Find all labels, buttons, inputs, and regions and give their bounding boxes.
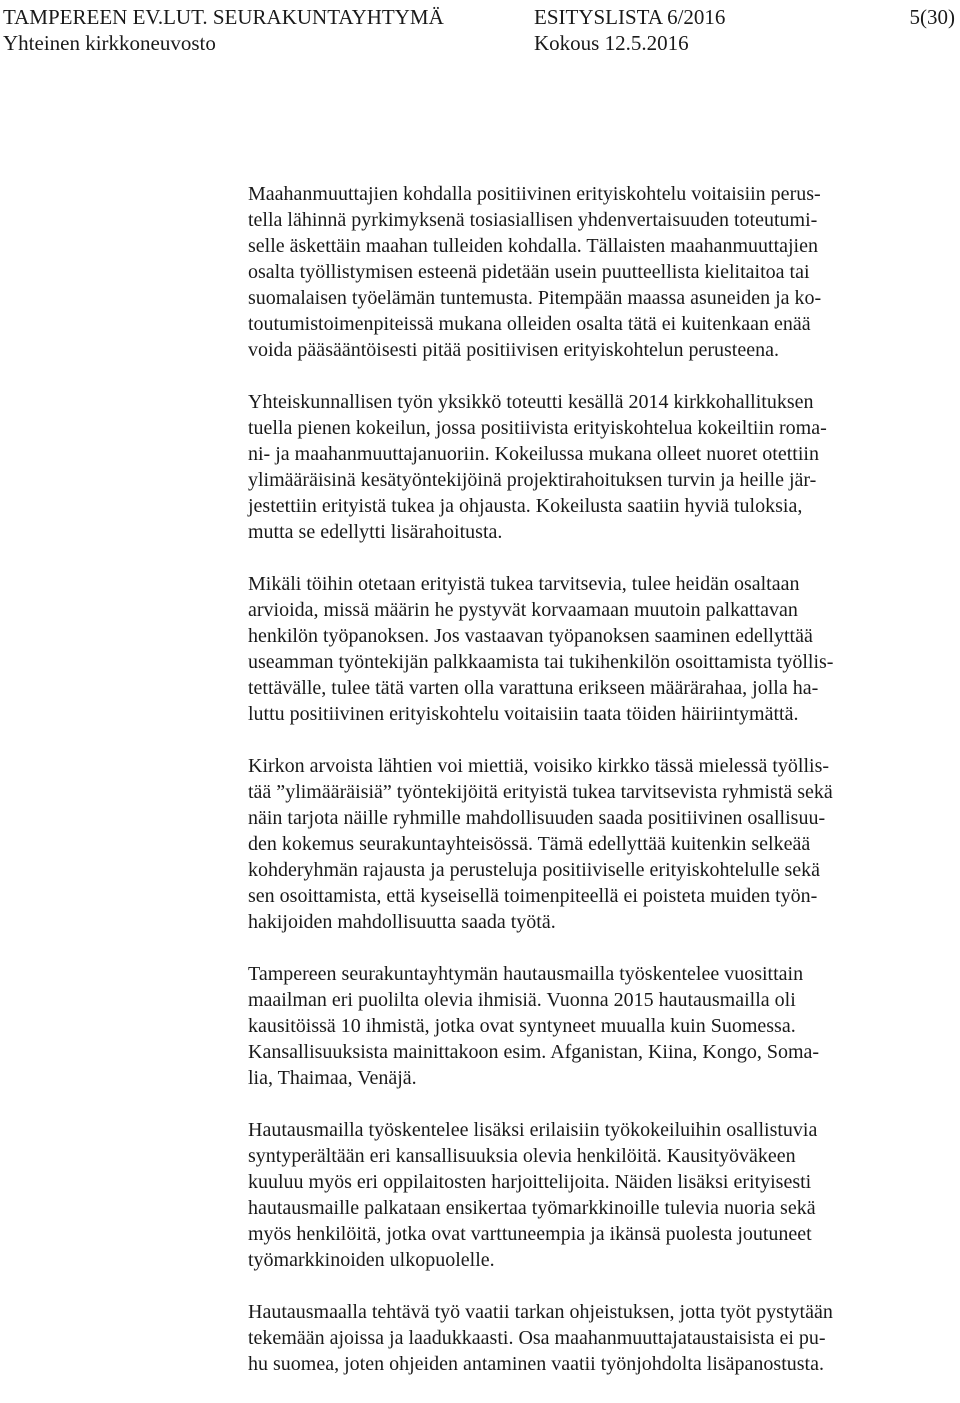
text-line: den kokemus seurakuntayhteisössä. Tämä edellyttää kuitenkin selkeää [248, 833, 811, 855]
paragraph [248, 1299, 912, 1377]
text-line: toutumistoimenpiteissä mukana olleiden osalta tätä ei kuitenkaan enää [248, 313, 811, 335]
paragraph [248, 961, 912, 1091]
text-line: hakijoiden mahdollisuutta saada työtä. [248, 911, 556, 933]
text-line: arvioida, missä määrin he pystyvät korvaamaan muutoin palkattavan [248, 599, 798, 621]
text-line: tettävälle, tulee tätä varten olla varattuna erikseen määrärahaa, jolla ha- [248, 677, 819, 699]
paragraph [248, 389, 912, 545]
text-line: maailman eri puolilta olevia ihmisiä. Vuonna 2015 hautausmailla oli [248, 989, 796, 1011]
text-line: Kirkon arvoista lähtien voi miettiä, voisiko kirkko tässä mielessä työllis- [248, 755, 830, 777]
text-line: selle äskettäin maahan tulleiden kohdalla. Tällaisten maahanmuuttajien [248, 235, 818, 257]
organization-name: TAMPEREEN EV.LUT. SEURAKUNTAYHTYMÄ [3, 5, 444, 29]
text-line: työmarkkinoiden ulkopuolelle. [248, 1249, 495, 1271]
text-line: syntyperältään eri kansallisuuksia olevia henkilöitä. Kausityöväkeen [248, 1145, 796, 1167]
governing-body: Yhteinen kirkkoneuvosto [3, 31, 216, 55]
text-line: ylimääräisinä kesätyöntekijöinä projektirahoituksen turvin ja heille jär- [248, 469, 817, 491]
meeting-date: Kokous 12.5.2016 [534, 31, 689, 55]
text-line: tää ”ylimääräisiä” työntekijöitä erityistä tukea tarvitsevista ryhmistä sekä [248, 781, 833, 803]
text-line: myös henkilöitä, jotka ovat varttuneempia ja ikänsä puolesta joutuneet [248, 1223, 812, 1245]
text-line: ni- ja maahanmuuttajanuoriin. Kokeilussa mukana olleet nuoret otettiin [248, 443, 819, 465]
text-line: useamman työntekijän palkkaamista tai tukihenkilön osoittamista työllis- [248, 651, 834, 673]
text-line: kohderyhmän rajausta ja perusteluja positiiviselle erityiskohtelulle sekä [248, 859, 821, 881]
text-line: suomalaisen työelämän tuntemusta. Pitempään maassa asuneiden ja ko- [248, 287, 822, 309]
text-line: voida pääsääntöisesti pitää positiivisen erityiskohtelun perusteena. [248, 339, 779, 361]
text-line: Yhteiskunnallisen työn yksikkö toteutti kesällä 2014 kirkkohallituksen [248, 391, 814, 413]
text-line: tella lähinnä pyrkimyksenä tosiasiallisen yhdenvertaisuuden toteutumi- [248, 209, 818, 231]
text-line: osalta työllistymisen esteenä pidetään usein puutteellista kielitaitoa tai [248, 261, 810, 283]
document-body [248, 181, 912, 1403]
text-line: henkilön työpanoksen. Jos vastaavan työpanoksen saaminen edellyttää [248, 625, 813, 647]
text-line: Mikäli töihin otetaan erityistä tukea tarvitsevia, tulee heidän osaltaan [248, 573, 800, 595]
paragraph [248, 181, 912, 363]
page-header [0, 0, 960, 60]
text-line: Tampereen seurakuntayhtymän hautausmailla työskentelee vuosittain [248, 963, 804, 985]
text-line: luttu positiivinen erityiskohtelu voitaisiin taata töiden häiriintymättä. [248, 703, 799, 725]
text-line: lia, Thaimaa, Venäjä. [248, 1067, 417, 1089]
text-line: hu suomea, joten ohjeiden antaminen vaatii työnjohdolta lisäpanostusta. [248, 1353, 824, 1375]
text-line: Hautausmaalla tehtävä työ vaatii tarkan ohjeistuksen, jotta työt pystytään [248, 1301, 833, 1323]
text-line: Kansallisuuksista mainittakoon esim. Afganistan, Kiina, Kongo, Soma- [248, 1041, 820, 1063]
paragraph [248, 571, 912, 727]
document-title: ESITYSLISTA 6/2016 [534, 5, 726, 29]
paragraph [248, 753, 912, 935]
text-line: jestettiin erityistä tukea ja ohjausta. Kokeilusta saatiin hyviä tuloksia, [248, 495, 803, 517]
page-number: 5(30) [909, 5, 955, 29]
text-line: Maahanmuuttajien kohdalla positiivinen erityiskohtelu voitaisiin perus- [248, 183, 821, 205]
text-line: tekemään ajoissa ja laadukkaasti. Osa maahanmuuttajataustaisista ei pu- [248, 1327, 826, 1349]
text-line: sen osoittamista, että kyseisellä toimenpiteellä ei poisteta muiden työn- [248, 885, 818, 907]
text-line: kuuluu myös eri oppilaitosten harjoittelijoita. Näiden lisäksi erityisesti [248, 1171, 812, 1193]
text-line: mutta se edellytti lisärahoitusta. [248, 521, 503, 543]
text-line: näin tarjota näille ryhmille mahdollisuuden saada positiivinen osallisuu- [248, 807, 826, 829]
text-line: hautausmaille palkataan ensikertaa työmarkkinoille tulevia nuoria sekä [248, 1197, 816, 1219]
text-line: tuella pienen kokeilun, jossa positiivista erityiskohtelua kokeiltiin roma- [248, 417, 827, 439]
paragraph [248, 1117, 912, 1273]
text-line: Hautausmailla työskentelee lisäksi erilaisiin työkokeiluihin osallistuvia [248, 1119, 818, 1141]
text-line: kausitöissä 10 ihmistä, jotka ovat syntyneet muualla kuin Suomessa. [248, 1015, 796, 1037]
